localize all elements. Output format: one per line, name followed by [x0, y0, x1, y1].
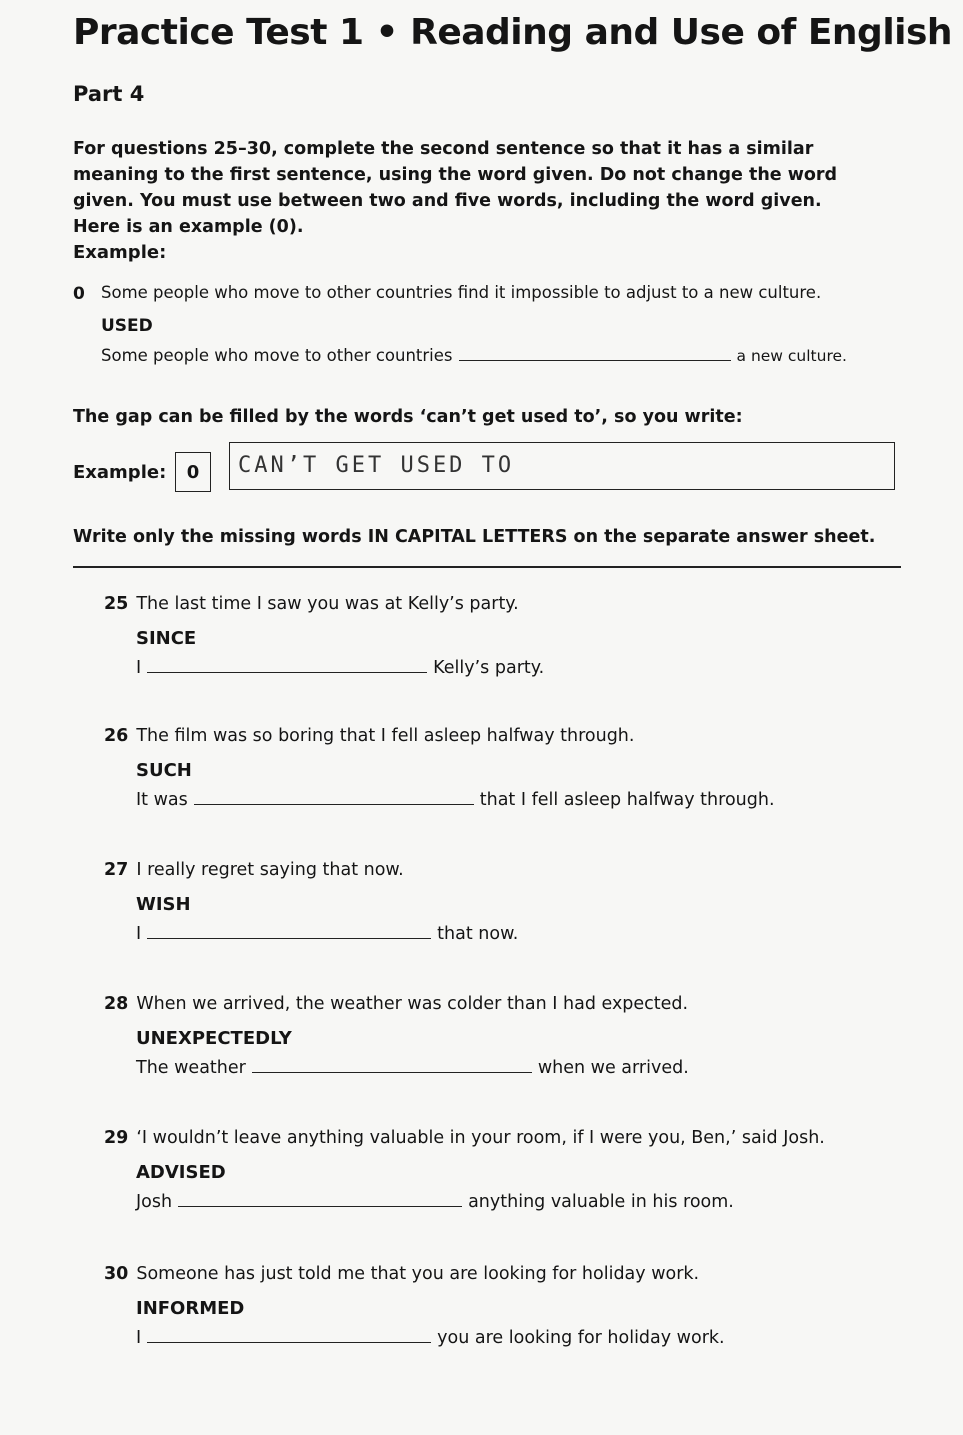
rewrite-before: I: [136, 658, 142, 678]
gap-explanation: The gap can be filled by the words ‘can’t get used to’, so you write:: [73, 407, 743, 427]
part-heading: Part 4: [73, 82, 145, 106]
answer-blank: [194, 804, 474, 805]
question-number: 29: [104, 1128, 129, 1148]
question-rewrite: [136, 924, 518, 944]
rewrite-before: The weather: [136, 1058, 246, 1078]
example-after: a new culture.: [736, 347, 847, 365]
question-number: 25: [104, 594, 129, 614]
question-number: 26: [104, 726, 129, 746]
question-rewrite: [136, 790, 775, 810]
question-rewrite: [136, 1192, 734, 1212]
answer-blank: [147, 1342, 431, 1343]
question-keyword: INFORMED: [136, 1298, 245, 1319]
example-box-number: 0: [175, 452, 211, 492]
example-label: Example:: [73, 462, 167, 483]
question-keyword: SINCE: [136, 628, 197, 649]
page-title: Practice Test 1 • Reading and Use of English: [73, 12, 953, 53]
example-keyword: USED: [101, 316, 153, 336]
question-keyword: SUCH: [136, 760, 192, 781]
question-rewrite: [136, 1328, 725, 1348]
rewrite-after: that I fell asleep halfway through.: [479, 790, 775, 810]
example-sentence: Some people who move to other countries find it impossible to adjust to a new culture.: [101, 283, 822, 302]
rewrite-after: Kelly’s party.: [433, 658, 545, 678]
question-keyword: ADVISED: [136, 1162, 226, 1183]
rewrite-after: anything valuable in his room.: [468, 1192, 734, 1212]
answer-blank: [252, 1072, 532, 1073]
example-rewrite: [101, 346, 847, 365]
rewrite-before: It was: [136, 790, 188, 810]
example-blank: [459, 360, 731, 361]
example-number: 0: [73, 284, 85, 304]
rewrite-after: when we arrived.: [537, 1058, 689, 1078]
question-sentence: I really regret saying that now.: [136, 860, 404, 880]
question-sentence: The film was so boring that I fell asleep halfway through.: [136, 726, 635, 746]
example-before: Some people who move to other countries: [101, 346, 453, 365]
question-sentence: The last time I saw you was at Kelly’s party.: [136, 594, 519, 614]
question-rewrite: [136, 1058, 689, 1078]
example-answer: CAN’T GET USED TO: [238, 453, 515, 478]
rewrite-before: I: [136, 924, 142, 944]
question-sentence: Someone has just told me that you are looking for holiday work.: [136, 1264, 700, 1284]
question-keyword: UNEXPECTEDLY: [136, 1028, 292, 1049]
instructions: For questions 25–30, complete the second sentence so that it has a similar meaning to the first sentence, using the word given. Do not change the word given. You must use between two and five words, including the word given. Here is an example (0).: [73, 139, 838, 237]
divider: [73, 566, 901, 568]
example-heading: Example:: [73, 242, 167, 263]
question-number: 30: [104, 1264, 129, 1284]
answer-blank: [147, 938, 431, 939]
question-sentence: ‘I wouldn’t leave anything valuable in your room, if I were you, Ben,’ said Josh.: [136, 1128, 825, 1148]
question-sentence: When we arrived, the weather was colder than I had expected.: [136, 994, 689, 1014]
question-number: 27: [104, 860, 129, 880]
rewrite-before: I: [136, 1328, 142, 1348]
rewrite-after: you are looking for holiday work.: [437, 1328, 725, 1348]
question-number: 28: [104, 994, 129, 1014]
rewrite-before: Josh: [136, 1192, 173, 1212]
question-rewrite: [136, 658, 544, 678]
rewrite-after: that now.: [437, 924, 519, 944]
write-only-instruction: Write only the missing words IN CAPITAL LETTERS on the separate answer sheet.: [73, 527, 876, 547]
question-keyword: WISH: [136, 894, 191, 915]
answer-blank: [147, 672, 427, 673]
answer-blank: [178, 1206, 462, 1207]
